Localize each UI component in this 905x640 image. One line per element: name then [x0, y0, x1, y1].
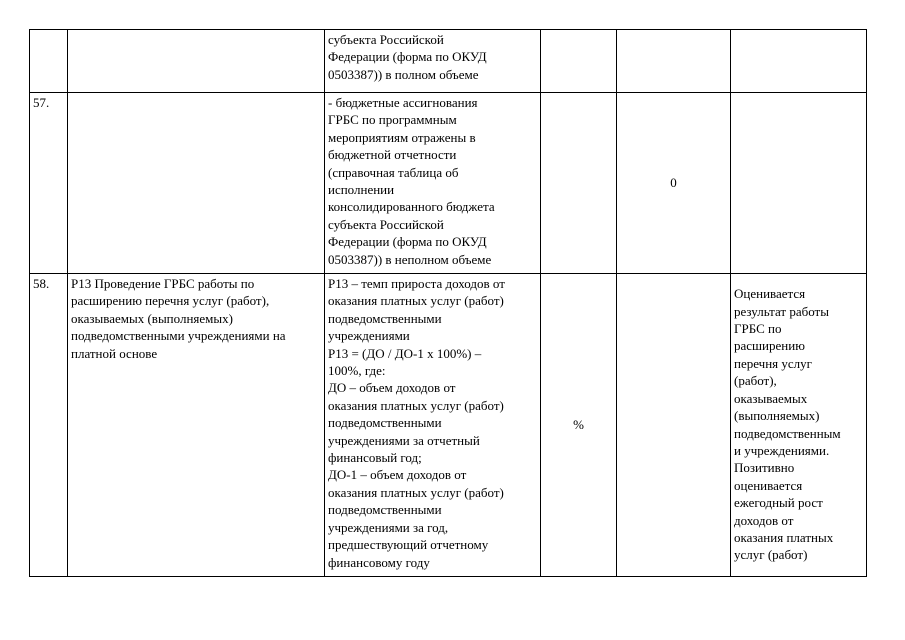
- unit-cell: [541, 93, 617, 274]
- formula-cell: субъекта Российской Федерации (форма по ОКУД 0503387)) в полном объеме: [325, 30, 541, 93]
- table-row: [30, 274, 867, 577]
- comment-cell: Оценивается результат работы ГРБС по расширению перечня услуг (работ), оказываемых (выполняемых) подведомственным и учреждениями. Позитивно оценивается ежегодный рост доходов от оказания платных услуг (работ): [731, 274, 867, 577]
- table-row: [30, 30, 867, 93]
- value-cell: [617, 274, 731, 577]
- indicator-name-cell: [68, 93, 325, 274]
- value-cell: 0: [617, 93, 731, 274]
- formula-cell: P13 – темп прироста доходов от оказания платных услуг (работ) подведомственными учреждениями P13 = (ДО / ДО-1 x 100%) – 100%, где: ДО – объем доходов от оказания платных услуг (работ) подведомственными учреждениями за отчетный финансовый год; ДО-1 – объем доходов от оказания платных услуг (работ) подведомственными учреждениями за год, предшествующий отчетному финансовому году: [325, 274, 541, 577]
- indicator-name-cell: [68, 30, 325, 93]
- criteria-table: [29, 29, 867, 577]
- unit-cell: [541, 30, 617, 93]
- row-number-cell: 57.: [30, 93, 68, 274]
- table-row: [30, 93, 867, 274]
- formula-cell: - бюджетные ассигнования ГРБС по программным мероприятиям отражены в бюджетной отчетности (справочная таблица об исполнении консолидированного бюджета субъекта Российской Федерации (форма по ОКУД 0503387)) в неполном объеме: [325, 93, 541, 274]
- unit-cell: %: [541, 274, 617, 577]
- indicator-name-cell: P13 Проведение ГРБС работы по расширению перечня услуг (работ), оказываемых (выполняемых) подведомственными учреждениями на платной основе: [68, 274, 325, 577]
- value-cell: [617, 30, 731, 93]
- row-number-cell: [30, 30, 68, 93]
- comment-cell: [731, 30, 867, 93]
- comment-cell: [731, 93, 867, 274]
- row-number-cell: 58.: [30, 274, 68, 577]
